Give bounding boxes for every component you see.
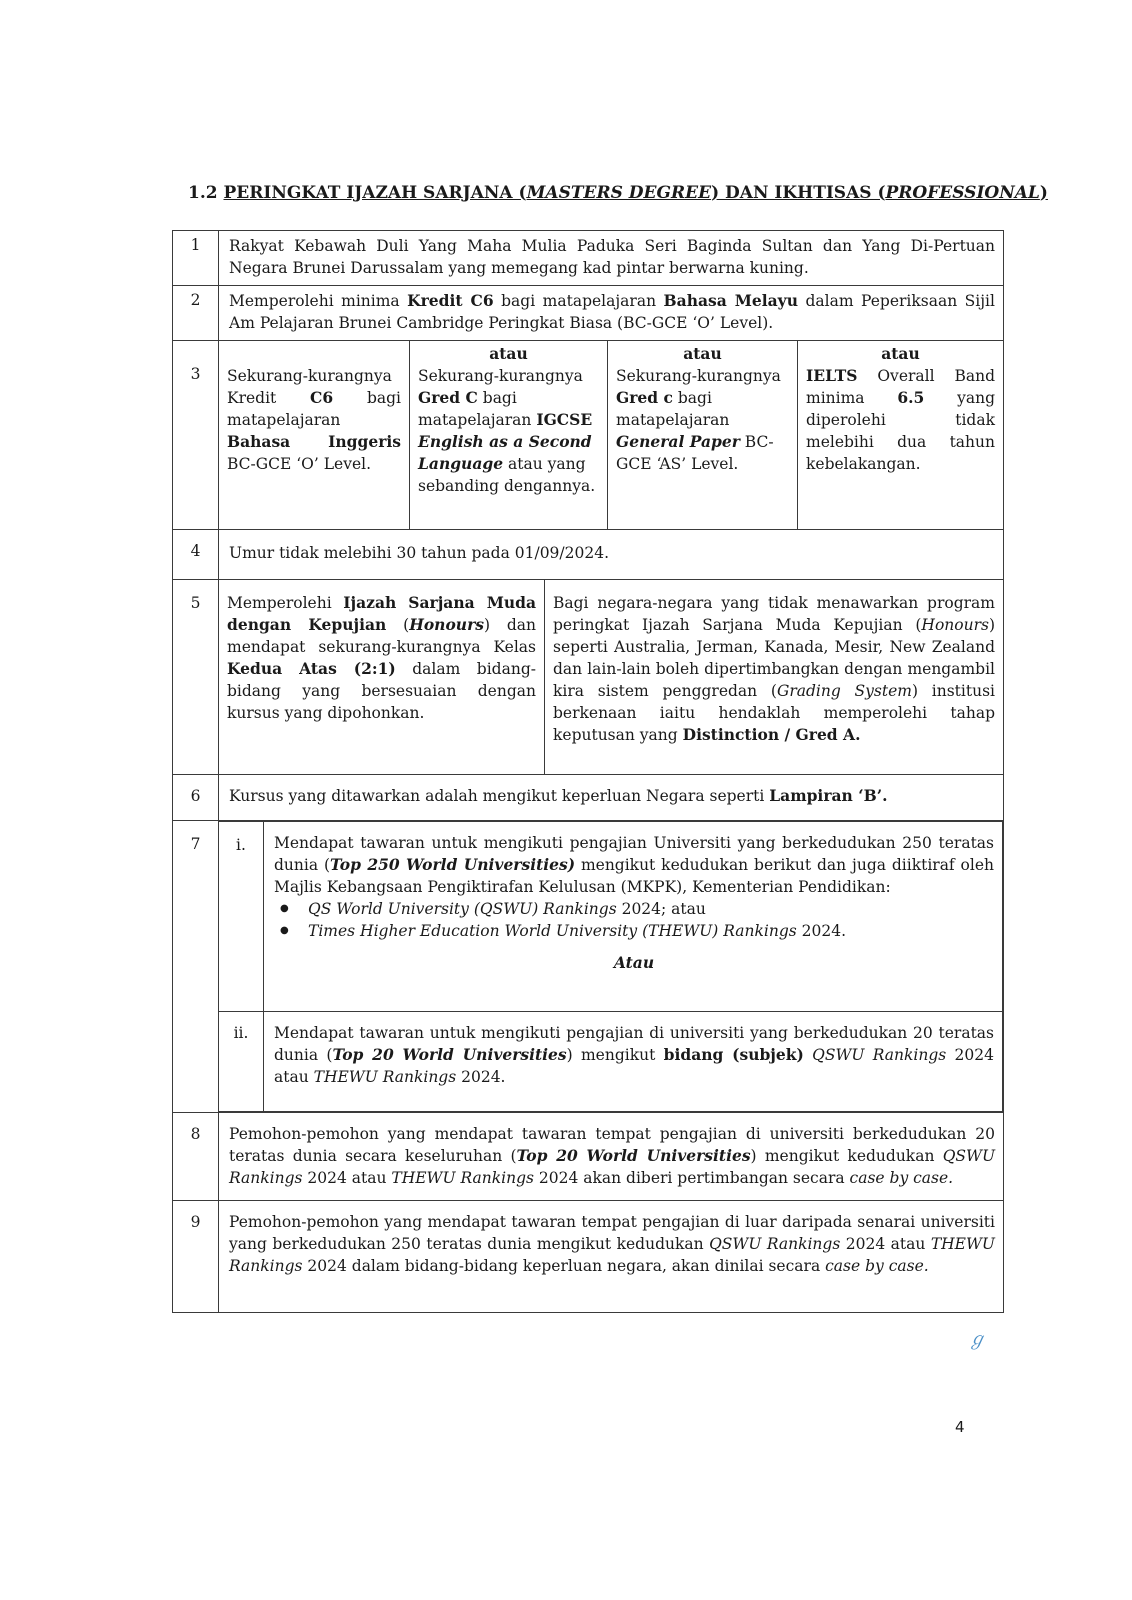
degree-requirement: Memperolehi Ijazah Sarjana Muda dengan Kepujian (Honours) dan mendapat sekurang-kurangnya Kelas Kedua Atas (2:1) dalam bidang-bidang yang bersesuaian dengan kursus yang dipohonkan. — [227, 593, 537, 722]
row-text: Rakyat Kebawah Duli Yang Maha Mulia Paduka Seri Baginda Sultan dan Yang Di-Pertuan Negara Brunei Darussalam yang memegang kad pintar berwarna kuning. — [229, 237, 995, 277]
table-row — [173, 530, 1004, 580]
table-row — [173, 1113, 1004, 1201]
list-item: ● QS World University (QSWU) Rankings 2024; atau — [308, 898, 994, 920]
row-number: 7 — [173, 821, 219, 1113]
requirements-table — [172, 230, 1004, 1313]
row-number: 2 — [173, 286, 219, 341]
atau-label: atau — [489, 344, 528, 363]
item-label: i. — [219, 822, 264, 1012]
row-text: Umur tidak melebihi 30 tahun pada 01/09/2024. — [229, 544, 610, 562]
section-number: 1.2 — [188, 183, 218, 203]
row-number: 6 — [173, 775, 219, 821]
row-text: Pemohon-pemohon yang mendapat tawaran tempat pengajian di luar daripada senarai universiti yang berkedudukan 250 teratas dunia mengikut kedudukan QSWU Rankings 2024 atau THEWU Rankings 2024 dalam bidang-bidang keperluan negara, akan dinilai secara case by case. — [229, 1213, 995, 1275]
top-20-subject-option: Mendapat tawaran untuk mengikuti pengajian di universiti yang berkedudukan 20 teratas dunia (Top 20 World Universities) mengikut bidang (subjek) QSWU Rankings 2024 atau THEWU Rankings 2024. — [264, 1012, 1003, 1112]
page-number: 4 — [955, 1418, 965, 1436]
option-ielts: atau IELTS Overall Band minima 6.5 yang diperolehi tidak melebihi dua tahun kebelakangan. — [797, 341, 1003, 529]
atau-label: Atau — [613, 953, 655, 972]
table-row — [173, 775, 1004, 821]
row-number: 3 — [173, 341, 219, 530]
section-title: PERINGKAT IJAZAH SARJANA (MASTERS DEGREE) DAN IKHTISAS (PROFESSIONAL) — [223, 183, 1048, 203]
table-row — [173, 580, 1004, 775]
row-text: Kursus yang ditawarkan adalah mengikut keperluan Negara seperti Lampiran ‘B’. — [229, 786, 888, 805]
top-250-option: Mendapat tawaran untuk mengikuti pengajian Universiti yang berkedudukan 250 teratas dunia (Top 250 World Universities) mengikut kedudukan berikut dan juga diiktiraf oleh Majlis Kebangsaan Pengiktirafan Kelulusan (MKPK), Kementerian Pendidikan: ● QS World University (QSWU) Rankings 2024; atau ● Times Higher Education World University (THEWU) Rankings 2024. Atau — [264, 822, 1003, 1012]
section-heading — [188, 183, 1048, 203]
option-bahasa-inggeris: Sekurang-kurangnya Kredit C6 bagi matapelajaran Bahasa Inggeris BC-GCE ‘O’ Level. — [227, 367, 401, 473]
university-options — [219, 821, 1003, 1112]
row-text: Memperolehi minima Kredit C6 bagi matapelajaran Bahasa Melayu dalam Peperiksaan Sijil Am Pelajaran Brunei Cambridge Peringkat Biasa (BC-GCE ‘O’ Level). — [229, 291, 995, 332]
option-igcse: atau Sekurang-kurangnya Gred C bagi matapelajaran IGCSE English as a Second Language atau yang sebanding dengannya. — [409, 341, 607, 529]
row-number: 9 — [173, 1201, 219, 1313]
atau-label: atau — [881, 344, 920, 363]
table-row — [173, 341, 1004, 530]
option-general-paper: atau Sekurang-kurangnya Gred c bagi matapelajaran General Paper BC-GCE ‘AS’ Level. — [607, 341, 797, 529]
row-number: 1 — [173, 231, 219, 286]
row-number: 5 — [173, 580, 219, 775]
row-number: 4 — [173, 530, 219, 580]
non-honours-countries-note: Bagi negara-negara yang tidak menawarkan program peringkat Ijazah Sarjana Muda Kepujian (Honours) seperti Australia, Jerman, Kanada, Mesir, New Zealand dan lain-lain boleh dipertimbangkan dengan mengambil kira sistem penggredan (Grading System) institusi berkenaan iaitu hendaklah memperolehi tahap keputusan yang Distinction / Gred A. — [544, 580, 1003, 774]
handwritten-initial: ℊ — [968, 1329, 986, 1350]
table-row — [173, 286, 1004, 341]
rankings-list — [274, 898, 994, 942]
table-row — [173, 821, 1004, 1113]
english-options — [219, 341, 1003, 529]
table-row — [173, 231, 1004, 286]
item-label: ii. — [219, 1012, 264, 1112]
table-row — [173, 1201, 1004, 1313]
row-text: Pemohon-pemohon yang mendapat tawaran tempat pengajian di universiti berkedudukan 20 teratas dunia secara keseluruhan (Top 20 World Universities) mengikut kedudukan QSWU Rankings 2024 atau THEWU Rankings 2024 akan diberi pertimbangan secara case by case. — [229, 1125, 996, 1187]
row-number: 8 — [173, 1113, 219, 1201]
list-item: ● Times Higher Education World University (THEWU) Rankings 2024. — [308, 920, 994, 942]
atau-label: atau — [683, 344, 722, 363]
